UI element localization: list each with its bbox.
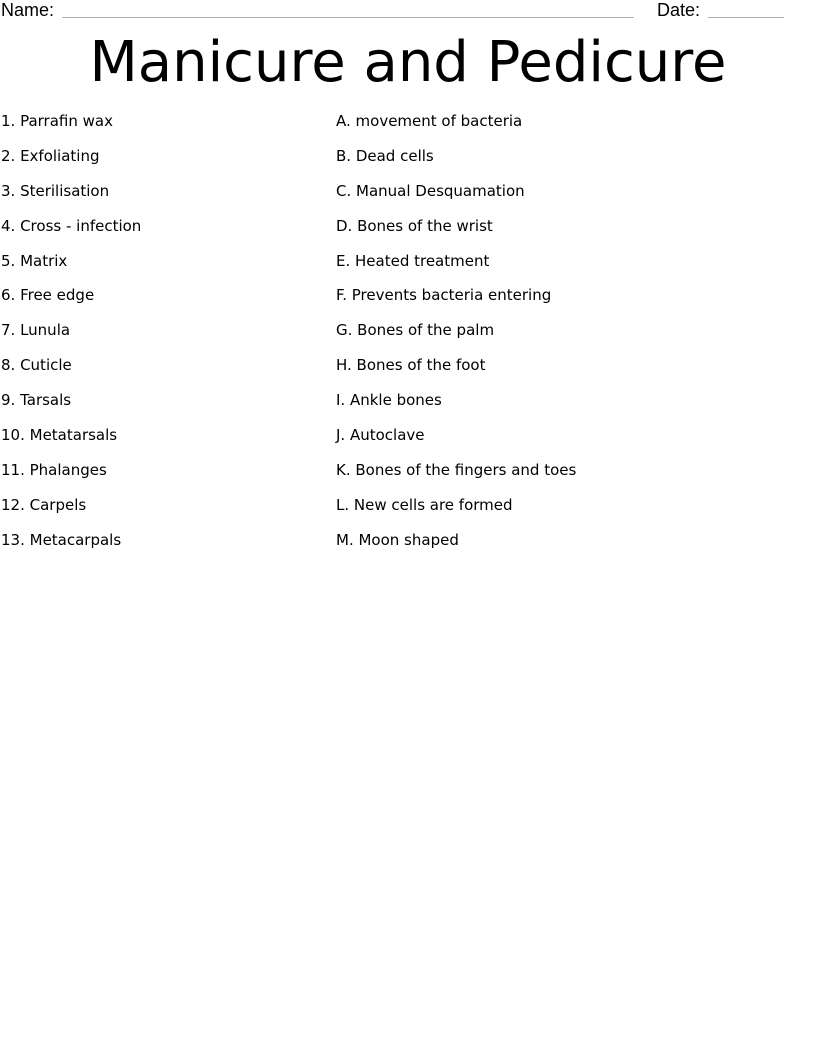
- definition-item: G. Bones of the palm: [336, 321, 495, 340]
- term-item: 3. Sterilisation: [1, 181, 110, 200]
- term-item: 8. Cuticle: [1, 356, 72, 375]
- definition-item: M. Moon shaped: [336, 530, 459, 549]
- term-item: 1. Parrafin wax: [1, 112, 113, 130]
- term-item: 13. Metacarpals: [1, 530, 122, 549]
- name-blank-line[interactable]: [62, 17, 634, 18]
- term-item: 7. Lunula: [1, 321, 71, 340]
- term-item: 4. Cross - infection: [1, 216, 142, 235]
- definition-item: D. Bones of the wrist: [336, 216, 493, 235]
- definition-item: A. movement of bacteria: [336, 112, 523, 130]
- definition-item: I. Ankle bones: [336, 391, 442, 410]
- term-item: 12. Carpels: [1, 495, 87, 514]
- definition-item: E. Heated treatment: [336, 251, 490, 270]
- date-label: Date:: [657, 0, 701, 20]
- date-blank-line[interactable]: [708, 17, 784, 18]
- definition-item: H. Bones of the foot: [336, 356, 486, 375]
- term-item: 9. Tarsals: [1, 391, 72, 410]
- definition-item: K. Bones of the fingers and toes: [336, 460, 577, 479]
- term-item: 10. Metatarsals: [1, 426, 118, 445]
- definitions-list: [336, 108, 806, 562]
- term-item: 6. Free edge: [1, 286, 95, 305]
- definition-item: L. New cells are formed: [336, 495, 513, 514]
- definition-item: J. Autoclave: [336, 426, 425, 445]
- term-item: 5. Matrix: [1, 251, 68, 270]
- terms-list: [1, 108, 301, 562]
- term-item: 2. Exfoliating: [1, 146, 100, 165]
- definition-item: B. Dead cells: [336, 146, 434, 165]
- worksheet-header: [0, 0, 816, 22]
- definition-item: C. Manual Desquamation: [336, 181, 525, 200]
- definition-item: F. Prevents bacteria entering: [336, 286, 552, 305]
- term-item: 11. Phalanges: [1, 460, 107, 479]
- page-title: Manicure and Pedicure: [89, 30, 727, 95]
- name-label: Name:: [1, 0, 55, 20]
